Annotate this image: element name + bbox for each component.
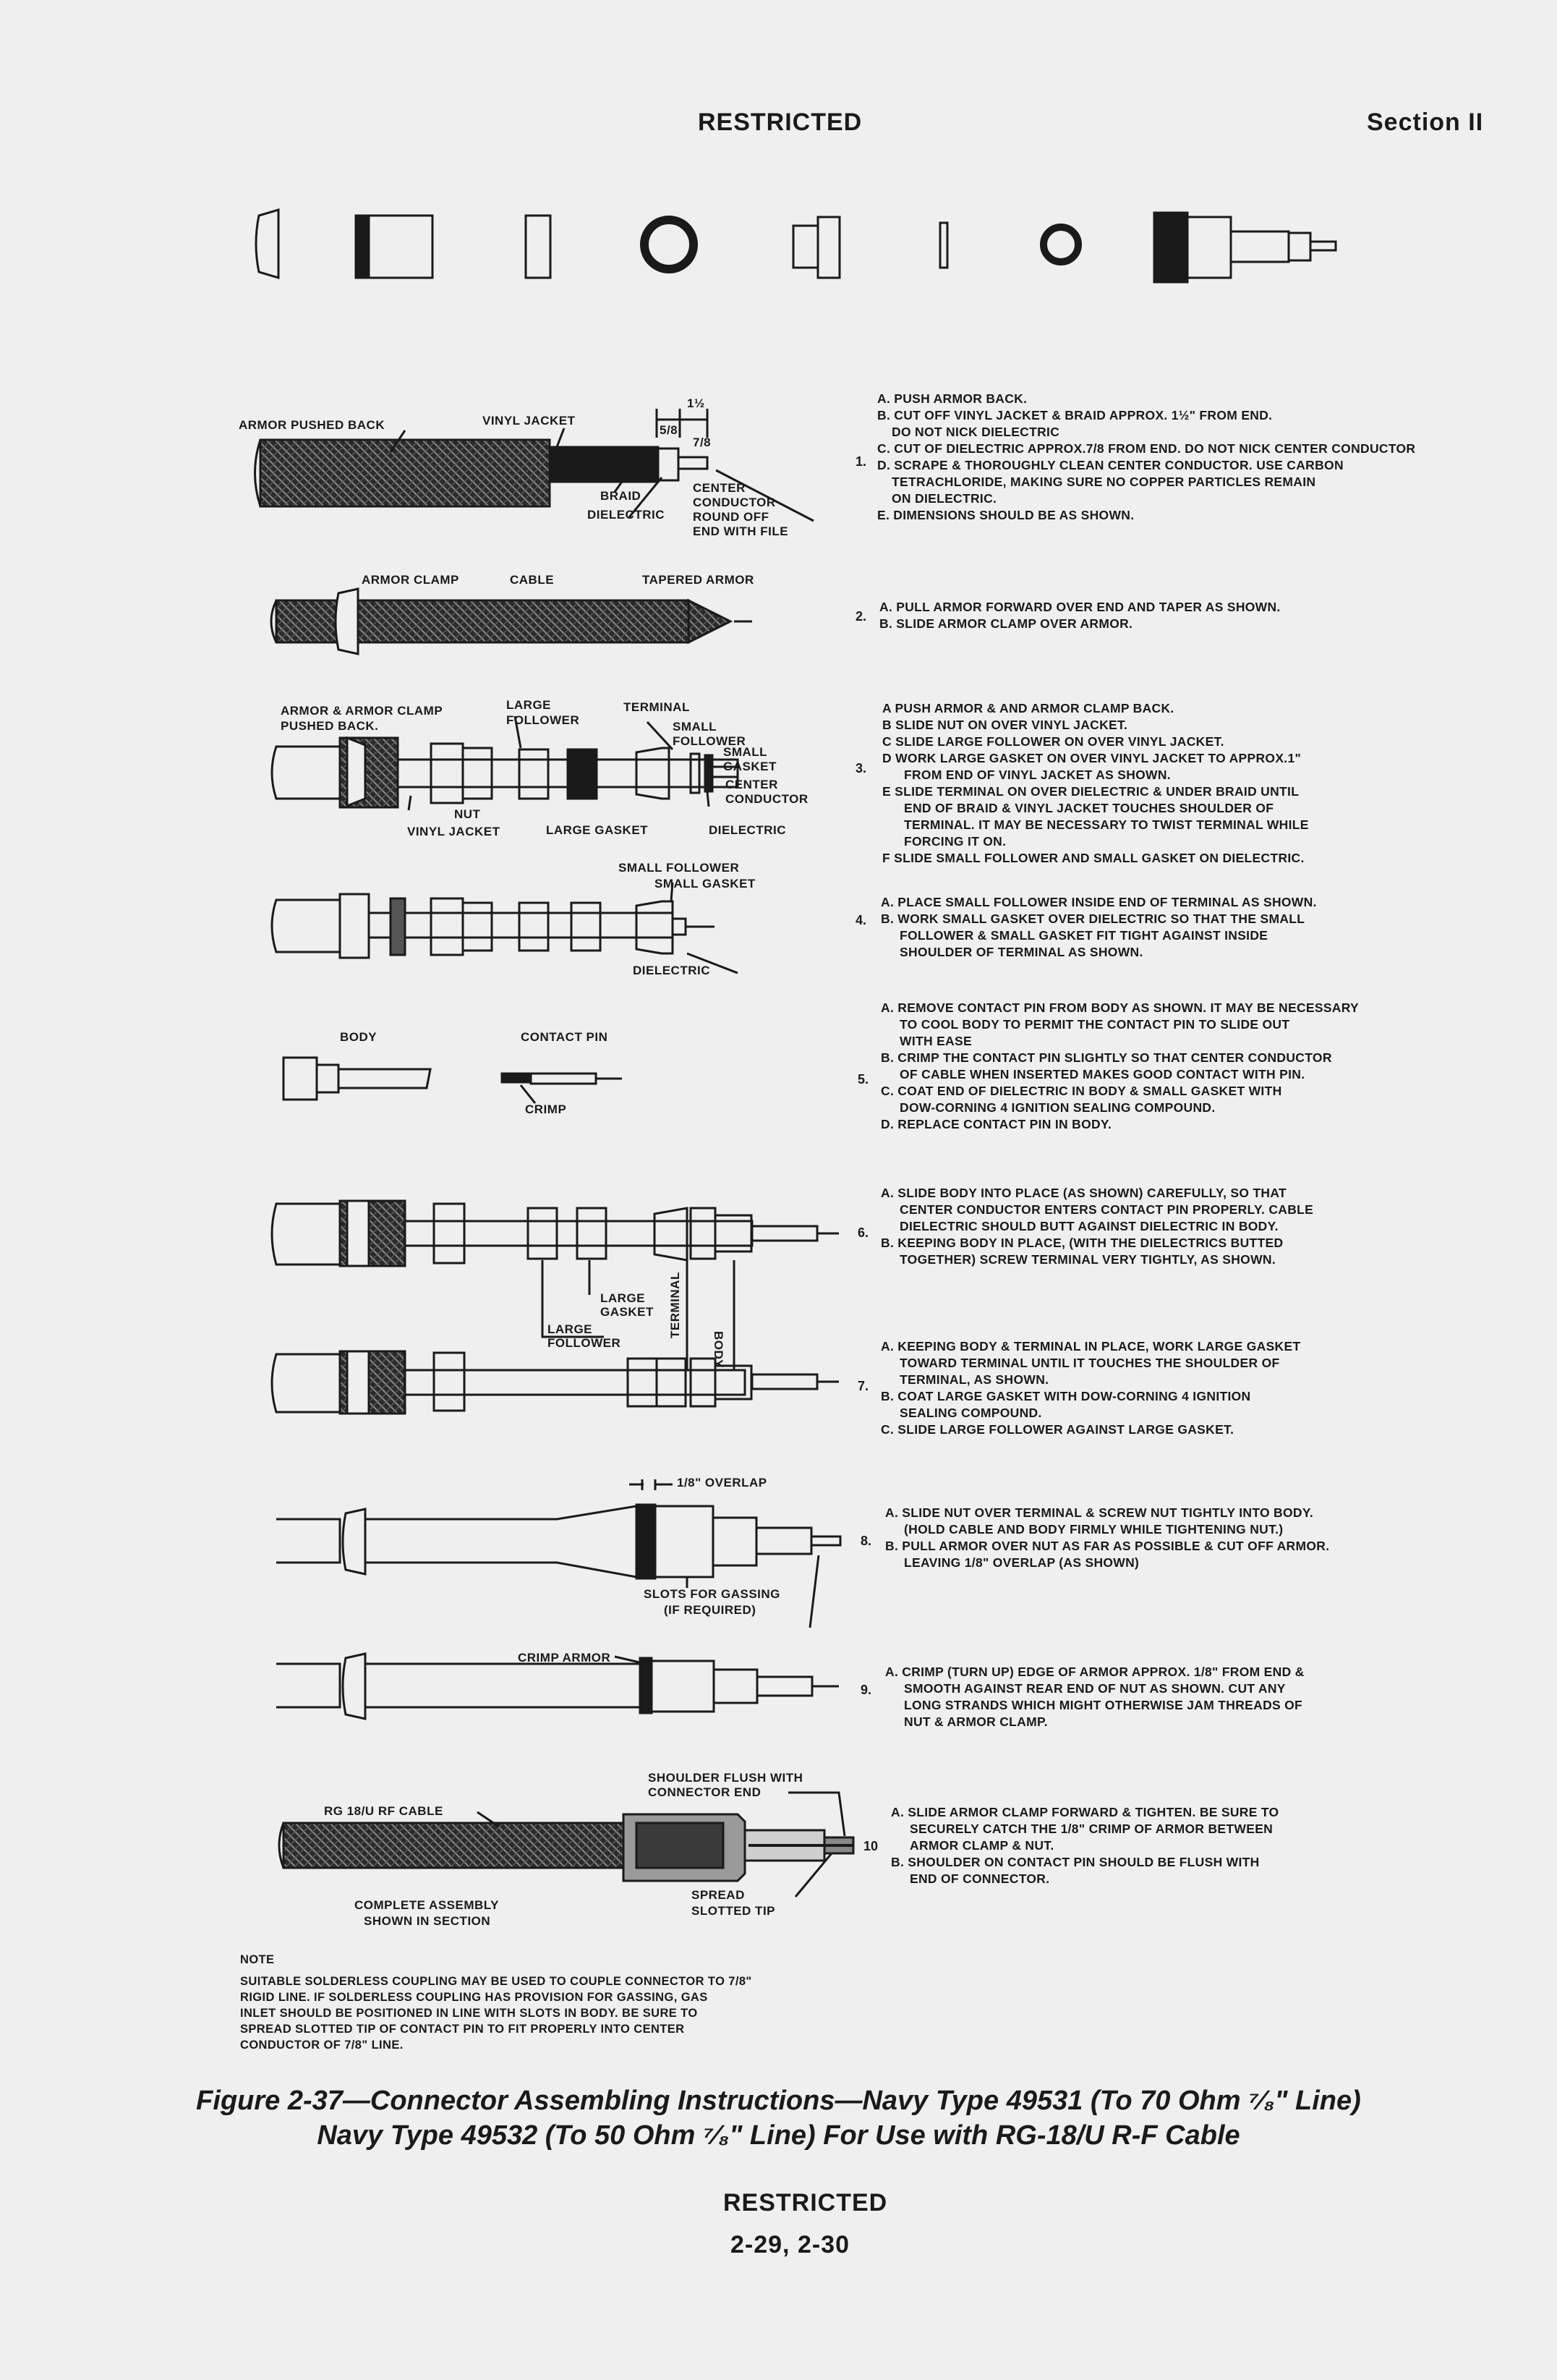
step8-number: 8.	[861, 1534, 872, 1548]
label-large-gasket-6: LARGE GASKET	[600, 1291, 654, 1319]
label-contact-pin: CONTACT PIN	[521, 1030, 608, 1044]
label-terminal: TERMINAL	[623, 700, 690, 714]
step7-drawing	[272, 1351, 839, 1414]
label-large-gasket-3: LARGE GASKET	[546, 823, 649, 837]
label-terminal-6: TERMINAL	[668, 1272, 682, 1338]
label-dim-c: 7/8	[693, 435, 712, 449]
label-vinyl-jacket: VINYL JACKET	[482, 414, 576, 428]
label-spread: SPREAD	[691, 1888, 745, 1902]
label-dim-b: 5/8	[660, 423, 678, 437]
step2-number: 2.	[856, 609, 867, 624]
footer-classification: RESTRICTED	[723, 2189, 888, 2217]
label-dielectric: DIELECTRIC	[587, 508, 665, 522]
label-shoulder: SHOULDER FLUSH WITH	[648, 1771, 803, 1785]
note-title: NOTE	[240, 1953, 275, 1966]
step6-number: 6.	[858, 1225, 869, 1240]
label-body: BODY	[340, 1030, 377, 1044]
label-dielectric-3: DIELECTRIC	[709, 823, 786, 837]
label-slots2: (IF REQUIRED)	[664, 1603, 756, 1617]
label-body-6: BODY	[712, 1331, 725, 1369]
step3-text: A PUSH ARMOR & AND ARMOR CLAMP BACK. B SLIDE NUT ON OVER VINYL JACKET. C SLIDE LARGE FOLLOWER ON OVER VINYL JACKET. D WORK LARGE GASKET ON OVER VINYL JACKET TO APPROX.1" FROM END OF VINYL JACKET AS SHOWN. E SLIDE TERMINAL ON OVER DIELECTRIC & UNDER BRAID UNTIL END OF BRAID & VINYL JACKET TOUCHES SHOULDER OF TERMINAL. IT MAY BE NECESSARY TO TWIST TERMINAL WHILE FORCING IT ON. F SLIDE SMALL FOLLOWER AND SMALL GASKET ON DIELECTRIC.	[882, 701, 1309, 865]
step4-drawing	[272, 883, 738, 973]
step5-drawing	[283, 1058, 622, 1103]
label-tapered-armor: TAPERED ARMOR	[642, 573, 754, 587]
step5-number: 5.	[858, 1072, 869, 1087]
step9-number: 9.	[861, 1683, 872, 1697]
step1-number: 1.	[856, 454, 867, 469]
label-large-follower-6: LARGE FOLLOWER	[547, 1322, 621, 1350]
step6-text: A. SLIDE BODY INTO PLACE (AS SHOWN) CAREFULLY, SO THAT CENTER CONDUCTOR ENTERS CONTACT PIN PROPERLY. CABLE DIELECTRIC SHOULD BUTT AGAINST DIELECTRIC IN BODY. B. KEEPING BODY IN PLACE, (WITH THE DIELECTRICS BUTTED TOGETHER) SCREW TERMINAL VERY TIGHTLY, AS SHOWN.	[881, 1186, 1314, 1267]
step8-text: A. SLIDE NUT OVER TERMINAL & SCREW NUT TIGHTLY INTO BODY. (HOLD CABLE AND BODY FIRMLY WHILE TIGHTENING NUT.) B. PULL ARMOR OVER NUT AS FAR AS POSSIBLE & CUT OFF ARMOR. LEAVING 1/8" OVERLAP (AS SHOWN)	[885, 1505, 1330, 1570]
step7-text: A. KEEPING BODY & TERMINAL IN PLACE, WORK LARGE GASKET TOWARD TERMINAL UNTIL IT TOUCHES THE SHOULDER OF TERMINAL, AS SHOWN. B. COAT LARGE GASKET WITH DOW-CORNING 4 IGNITION SEALING COMPOUND. C. SLIDE LARGE FOLLOWER AGAINST LARGE GASKET.	[881, 1339, 1301, 1437]
step4-number: 4.	[856, 913, 867, 927]
label-vinyl-jacket-3: VINYL JACKET	[407, 825, 500, 838]
step5-text: A. REMOVE CONTACT PIN FROM BODY AS SHOWN. IT MAY BE NECESSARY TO COOL BODY TO PERMIT THE CONTACT PIN TO SLIDE OUT WITH EASE B. CRIMP THE CONTACT PIN SLIGHTLY SO THAT CENTER CONDUCTOR OF CABLE WHEN INSERTED MAKES GOOD CONTACT WITH PIN. C. COAT END OF DIELECTRIC IN BODY & SMALL GASKET WITH DOW-CORNING 4 IGNITION SEALING COMPOUND. D. REPLACE CONTACT PIN IN BODY.	[881, 1000, 1359, 1131]
step7-number: 7.	[858, 1379, 869, 1393]
header-section: Section II	[1367, 109, 1484, 136]
label-dielectric-4: DIELECTRIC	[633, 964, 710, 977]
step4-text: A. PLACE SMALL FOLLOWER INSIDE END OF TERMINAL AS SHOWN. B. WORK SMALL GASKET OVER DIELECTRIC SO THAT THE SMALL FOLLOWER & SMALL GASKET FIT TIGHT AGAINST INSIDE SHOULDER OF TERMINAL AS SHOWN.	[881, 895, 1317, 959]
figure-caption	[0, 2083, 1557, 2153]
label-dim-a: 1½	[687, 396, 705, 410]
label-small-follower-4: SMALL FOLLOWER	[618, 861, 740, 875]
label-armor-pushed-back: ARMOR PUSHED BACK	[239, 418, 385, 432]
step1-text: A. PUSH ARMOR BACK. B. CUT OFF VINYL JACKET & BRAID APPROX. 1½" FROM END. DO NOT NICK DIELECTRIC C. CUT OF DIELECTRIC APPROX.7/8 FROM END. DO NOT NICK CENTER CONDUCTOR D. SCRAPE & THOROUGHLY CLEAN CENTER CONDUCTOR. USE CARBON TETRACHLORIDE, MAKING SURE NO COPPER PARTICLES REMAIN ON DIELECTRIC. E. DIMENSIONS SHOULD BE AS SHOWN.	[877, 391, 1416, 522]
label-crimp-armor: CRIMP ARMOR	[518, 1651, 611, 1665]
header-classification: RESTRICTED	[698, 109, 863, 136]
step3-number: 3.	[856, 761, 867, 775]
label-armor-clamp: ARMOR CLAMP	[362, 573, 459, 587]
label-center-conductor-3: CENTER CONDUCTOR	[725, 778, 809, 806]
step2-drawing	[271, 589, 752, 654]
label-complete2: SHOWN IN SECTION	[364, 1914, 491, 1928]
label-braid: BRAID	[600, 489, 641, 503]
label-complete: COMPLETE ASSEMBLY	[354, 1898, 499, 1912]
caption-line-1: Figure 2-37—Connector Assembling Instructions—Navy Type 49531 (To 70 Ohm ⁷⁄₈" Line)	[196, 2086, 1361, 2116]
label-nut: NUT	[454, 807, 481, 821]
label-small-follower: SMALL FOLLOWER	[673, 720, 746, 748]
label-center-conductor: CENTER CONDUCTOR ROUND OFF END WITH FILE	[693, 481, 789, 538]
label-overlap: 1/8" OVERLAP	[677, 1476, 767, 1489]
note-body: SUITABLE SOLDERLESS COUPLING MAY BE USED TO COUPLE CONNECTOR TO 7/8" RIGID LINE. IF SOLDERLESS COUPLING HAS PROVISION FOR GASSING, GAS INLET SHOULD BE POSITIONED IN LINE WITH SLOTS IN BODY. BE SURE TO SPREAD SLOTTED TIP OF CONTACT PIN TO FIT PROPERLY INTO CENTER CONDUCTOR OF 7/8" LINE.	[240, 1975, 752, 2052]
caption-line-2: Navy Type 49532 (To 50 Ohm ⁷⁄₈" Line) For Use with RG-18/U R-F Cable	[317, 2120, 1240, 2151]
label-large-follower: LARGE FOLLOWER	[506, 698, 580, 727]
label-shoulder2: CONNECTOR END	[648, 1785, 762, 1799]
step2-text: A. PULL ARMOR FORWARD OVER END AND TAPER AS SHOWN. B. SLIDE ARMOR CLAMP OVER ARMOR.	[879, 600, 1281, 631]
label-small-gasket-4: SMALL GASKET	[654, 877, 756, 891]
label-slots: SLOTS FOR GASSING	[644, 1587, 780, 1601]
step9-text: A. CRIMP (TURN UP) EDGE OF ARMOR APPROX. 1/8" FROM END & SMOOTH AGAINST REAR END OF NUT AS SHOWN. CUT ANY LONG STRANDS WHICH MIGHT OTHERWISE JAM THREADS OF NUT & ARMOR CLAMP.	[885, 1665, 1305, 1729]
label-armor-pushed: ARMOR & ARMOR CLAMP PUSHED BACK.	[281, 704, 443, 733]
label-spread2: SLOTTED TIP	[691, 1904, 775, 1918]
parts-row	[256, 210, 1336, 282]
label-cable: CABLE	[510, 573, 555, 587]
label-small-gasket: SMALL GASKET	[723, 745, 777, 773]
step10-number: 10	[863, 1839, 879, 1853]
label-crimp: CRIMP	[525, 1102, 567, 1116]
label-rg18-cable: RG 18/U RF CABLE	[324, 1804, 443, 1818]
footer-pages: 2-29, 2-30	[730, 2231, 850, 2258]
step10-text: A. SLIDE ARMOR CLAMP FORWARD & TIGHTEN. BE SURE TO SECURELY CATCH THE 1/8" CRIMP OF ARMOR BETWEEN ARMOR CLAMP & NUT. B. SHOULDER ON CONTACT PIN SHOULD BE FLUSH WITH END OF CONNECTOR.	[891, 1805, 1279, 1886]
